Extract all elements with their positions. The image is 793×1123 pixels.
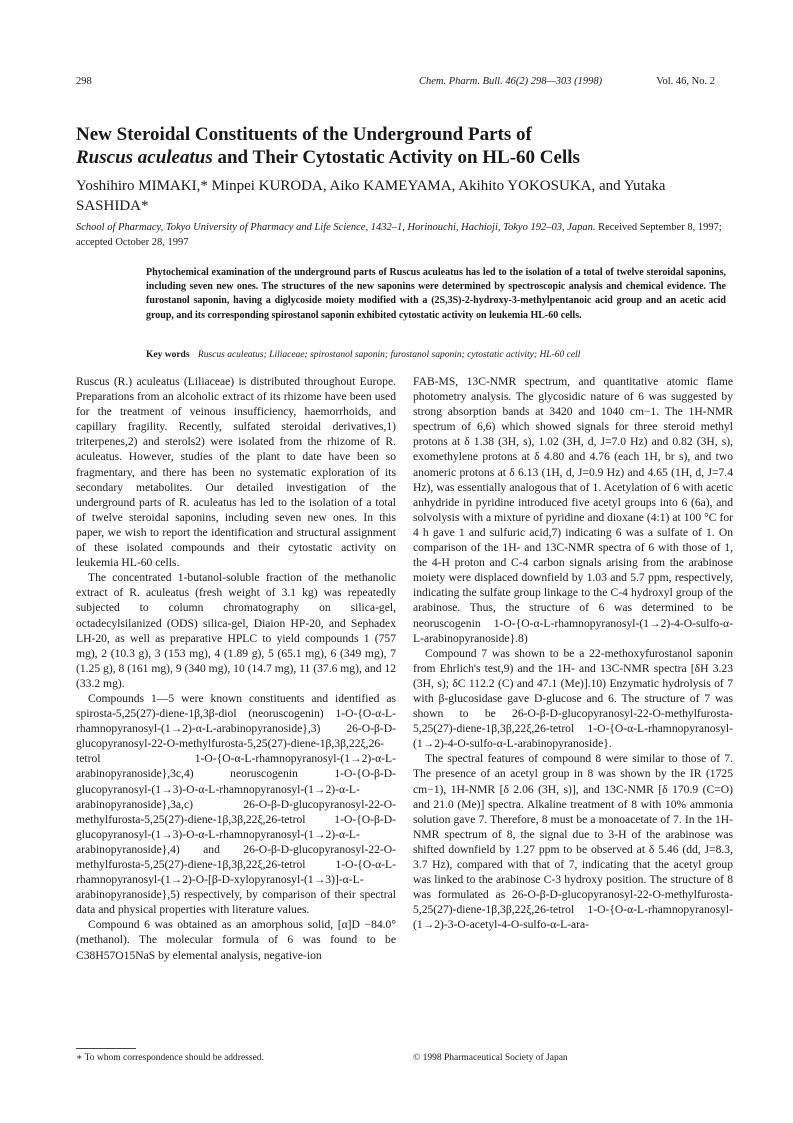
footnote-rule [76, 1048, 136, 1049]
left-column [76, 374, 396, 1054]
keywords-label: Key words [146, 350, 190, 360]
abstract: Phytochemical examination of the underground parts of Ruscus aculeatus has led to the isolation of a total of twelve steroidal saponins, including seven new ones. The structures of the new saponins were determined by spectroscopic analysis and chemical evidence. The furostanol saponin, having a diglycoside moiety modified with a (2S,3S)-2-hydroxy-3-methylpentanoic acid group and an acetic acid group, and its corresponding spirostanol saponin exhibited cytostatic activity on leukemia HL-60 cells. [146, 267, 726, 321]
page-number: 298 [76, 76, 92, 87]
running-header [76, 76, 717, 92]
article-title [76, 123, 716, 169]
journal-citation: Chem. Pharm. Bull. 46(2) 298—303 (1998) [419, 76, 603, 87]
copyright-notice: © 1998 Pharmaceutical Society of Japan [413, 1053, 568, 1063]
paragraph: Compound 6 was obtained as an amorphous solid, [α]D −84.0° (methanol). The molecular formula of 6 was found to be C38H57O15NaS by elemental analysis, negative-ion [76, 918, 396, 962]
affiliation-school: School of Pharmacy, Tokyo University of Pharmacy and Life Science, 1432–1, Horinouchi, Hachioji, Tokyo 192–03, Japan. [76, 222, 596, 233]
right-column [413, 374, 733, 1074]
paragraph: Compounds 1—5 were known constituents and identified as spirosta-5,25(27)-diene-1β,3β-diol (neoruscogenin) 1-O-{O-α-L-rhamnopyranosyl-(1→2)-α-L-arabinopyranoside},3) 26-O-β-D-glucopyranosyl-22-O-methylfurosta-5,25(27)-diene-1β,3β,22ξ,26-tetrol 1-O-{O-α-L-rhamnopyranosyl-(1→2)-α-L-arabinopyranoside},3c,4) neoruscogenin 1-O-{O-β-D-glucopyranosyl-(1→3)-O-α-L-rhamnopyranosyl-(1→2)-α-L-arabinopyranoside},3a,c) 26-O-β-D-glucopyranosyl-22-O-methylfurosta-5,25(27)-diene-1β,3β,22ξ,26-tetrol 1-O-{O-β-D-glucopyranosyl-(1→3)-O-α-L-rhamnopyranosyl-(1→2)-α-L-arabinopyranoside},4) and 26-O-β-D-glucopyranosyl-22-O-methylfurosta-5,25(27)-diene-1β,3β,22ξ,26-tetrol 1-O-{O-α-L-rhamnopyranosyl-(1→2)-O-[β-D-xylopyranosyl-(1→3)]-α-L-arabinopyranoside},5) respectively, by comparison of their spectral data and physical properties with literature values. [76, 691, 396, 917]
paragraph: Ruscus (R.) aculeatus (Liliaceae) is distributed throughout Europe. Preparations from an alcoholic extract of its rhizome have been used for the treatment of veinous insufficiency, haemorrhoids, and capillary fragility. Recently, sulfated steroidal derivatives,1) triterpenes,2) and sterols2) were isolated from the rhizome of R. aculeatus. However, studies of the plant to date have been so fragmentary, and there has been no systematic exploration of its secondary metabolites. Our detailed investigation of the underground parts of R. aculeatus has led to the isolation of a total of twelve steroidal saponins, including seven new ones. In this paper, we wish to report the identification and structural assignment of these isolated compounds and their cytostatic activity on leukemia HL-60 cells. [76, 375, 396, 570]
keywords [146, 349, 736, 362]
title-species: Ruscus aculeatus [76, 147, 213, 168]
paragraph: Compound 7 was shown to be a 22-methoxyfurostanol saponin from Ehrlich's test,9) and the 1H- and 13C-NMR spectra [δH 3.23 (3H, s); δC 112.2 (C) and 47.1 (Me)].10) Enzymatic hydrolysis of 7 with β-glucosidase gave D-glucose and 6. The structure of 7 was shown to be 26-O-β-D-glucopyranosyl-22-O-methylfurosta-5,25(27)-diene-1β,3β,22ξ,26-tetrol 1-O-{O-α-L-rhamnopyranosyl-(1→2)-4-O-sulfo-α-L-arabinopyranoside}. [413, 646, 733, 751]
received-dates: Received September 8, 1997; accepted October 28, 1997 [76, 222, 722, 248]
title-line-1: New Steroidal Constituents of the Underground Parts of [76, 124, 532, 145]
volume-issue: Vol. 46, No. 2 [656, 76, 715, 87]
affiliation [76, 221, 726, 250]
author-list: Yoshihiro MIMAKI,* Minpei KURODA, Aiko KAMEYAMA, Akihito YOKOSUKA, and Yutaka SASHIDA* [76, 178, 666, 214]
keywords-value: Ruscus aculeatus; Liliaceae; spirostanol saponin; furostanol saponin; cytostatic activity; HL-60 cell [197, 350, 581, 360]
correspondence-footnote: ∗ To whom correspondence should be addressed. [76, 1053, 264, 1063]
paragraph: The concentrated 1-butanol-soluble fraction of the methanolic extract of R. aculeatus (fresh weight of 3.1 kg) was repeatedly subjected to column chromatography on silica-gel, octadecylsilanized (ODS) silica-gel, Diaion HP-20, and Sephadex LH-20, as well as preparative HPLC to yield compounds 1 (757 mg), 2 (10.3 g), 3 (153 mg), 4 (1.89 g), 5 (65.1 mg), 6 (349 mg), 7 (1.25 g), 8 (161 mg), 9 (340 mg), 10 (14.7 mg), 11 (37.6 mg), and 12 (33.2 mg). [76, 571, 396, 690]
paragraph: FAB-MS, 13C-NMR spectrum, and quantitative atomic flame photometry analysis. The glycosidic nature of 6 was suggested by strong absorption bands at 3420 and 1040 cm−1. The 1H-NMR spectrum of 6,6) which showed signals for three steroid methyl protons at δ 1.38 (3H, s), 1.02 (3H, d, J=7.0 Hz) and 0.82 (3H, s), exomethylene protons at δ 4.80 and 4.76 (each 1H, br s), and two anomeric protons at δ 6.13 (1H, d, J=0.9 Hz) and 4.65 (1H, d, J=7.4 Hz), was essentially analogous that of 1. Acetylation of 6 with acetic anhydride in pyridine introduced five acetyl groups into 6 (6a), and solvolysis with a mixture of pyridine and dioxane (4:1) at 100 °C for 4 h gave 1 and sulfuric acid,7) indicating 6 was a sulfate of 1. On comparison of the 1H- and 13C-NMR spectra of 6 with those of 1, the 4-H proton and C-4 carbon signals arising from the arabinose moiety were displaced downfield by 1.03 and 5.7 ppm, respectively, indicating the sulfate group linkage to the C-4 hydroxyl group of the arabinose. Thus, the structure of 6 was determined to be neoruscogenin 1-O-{O-α-L-rhamnopyranosyl-(1→2)-4-O-sulfo-α-L-arabinopyranoside}.8) [413, 375, 733, 645]
title-line-2: and Their Cytostatic Activity on HL-60 Cells [212, 147, 580, 168]
paragraph: The spectral features of compound 8 were similar to those of 7. The presence of an acetyl group in 8 was shown by the IR (1725 cm−1), 1H-NMR [δ 2.06 (3H, s)], and 13C-NMR [δ 170.9 (C=O) and 21.0 (Me)] spectra. Alkaline treatment of 8 with 10% ammonia solution gave 7. Therefore, 8 must be a monoacetate of 7. In the 1H-NMR spectrum of 8, the signal due to 3-H of the arabinose was shifted downfield by 1.27 ppm to be observed at δ 5.46 (dd, J=8.3, 3.7 Hz), compared with that of 7, indicating that the acetyl group was linked to the arabinose C-3 hydroxy position. The structure of 8 was formulated as 26-O-β-D-glucopyranosyl-22-O-methylfurosta-5,25(27)-diene-1β,3β,22ξ,26-tetrol 1-O-{O-α-L-rhamnopyranosyl-(1→2)-3-O-acetyl-4-O-sulfo-α-L-ara- [413, 752, 733, 932]
